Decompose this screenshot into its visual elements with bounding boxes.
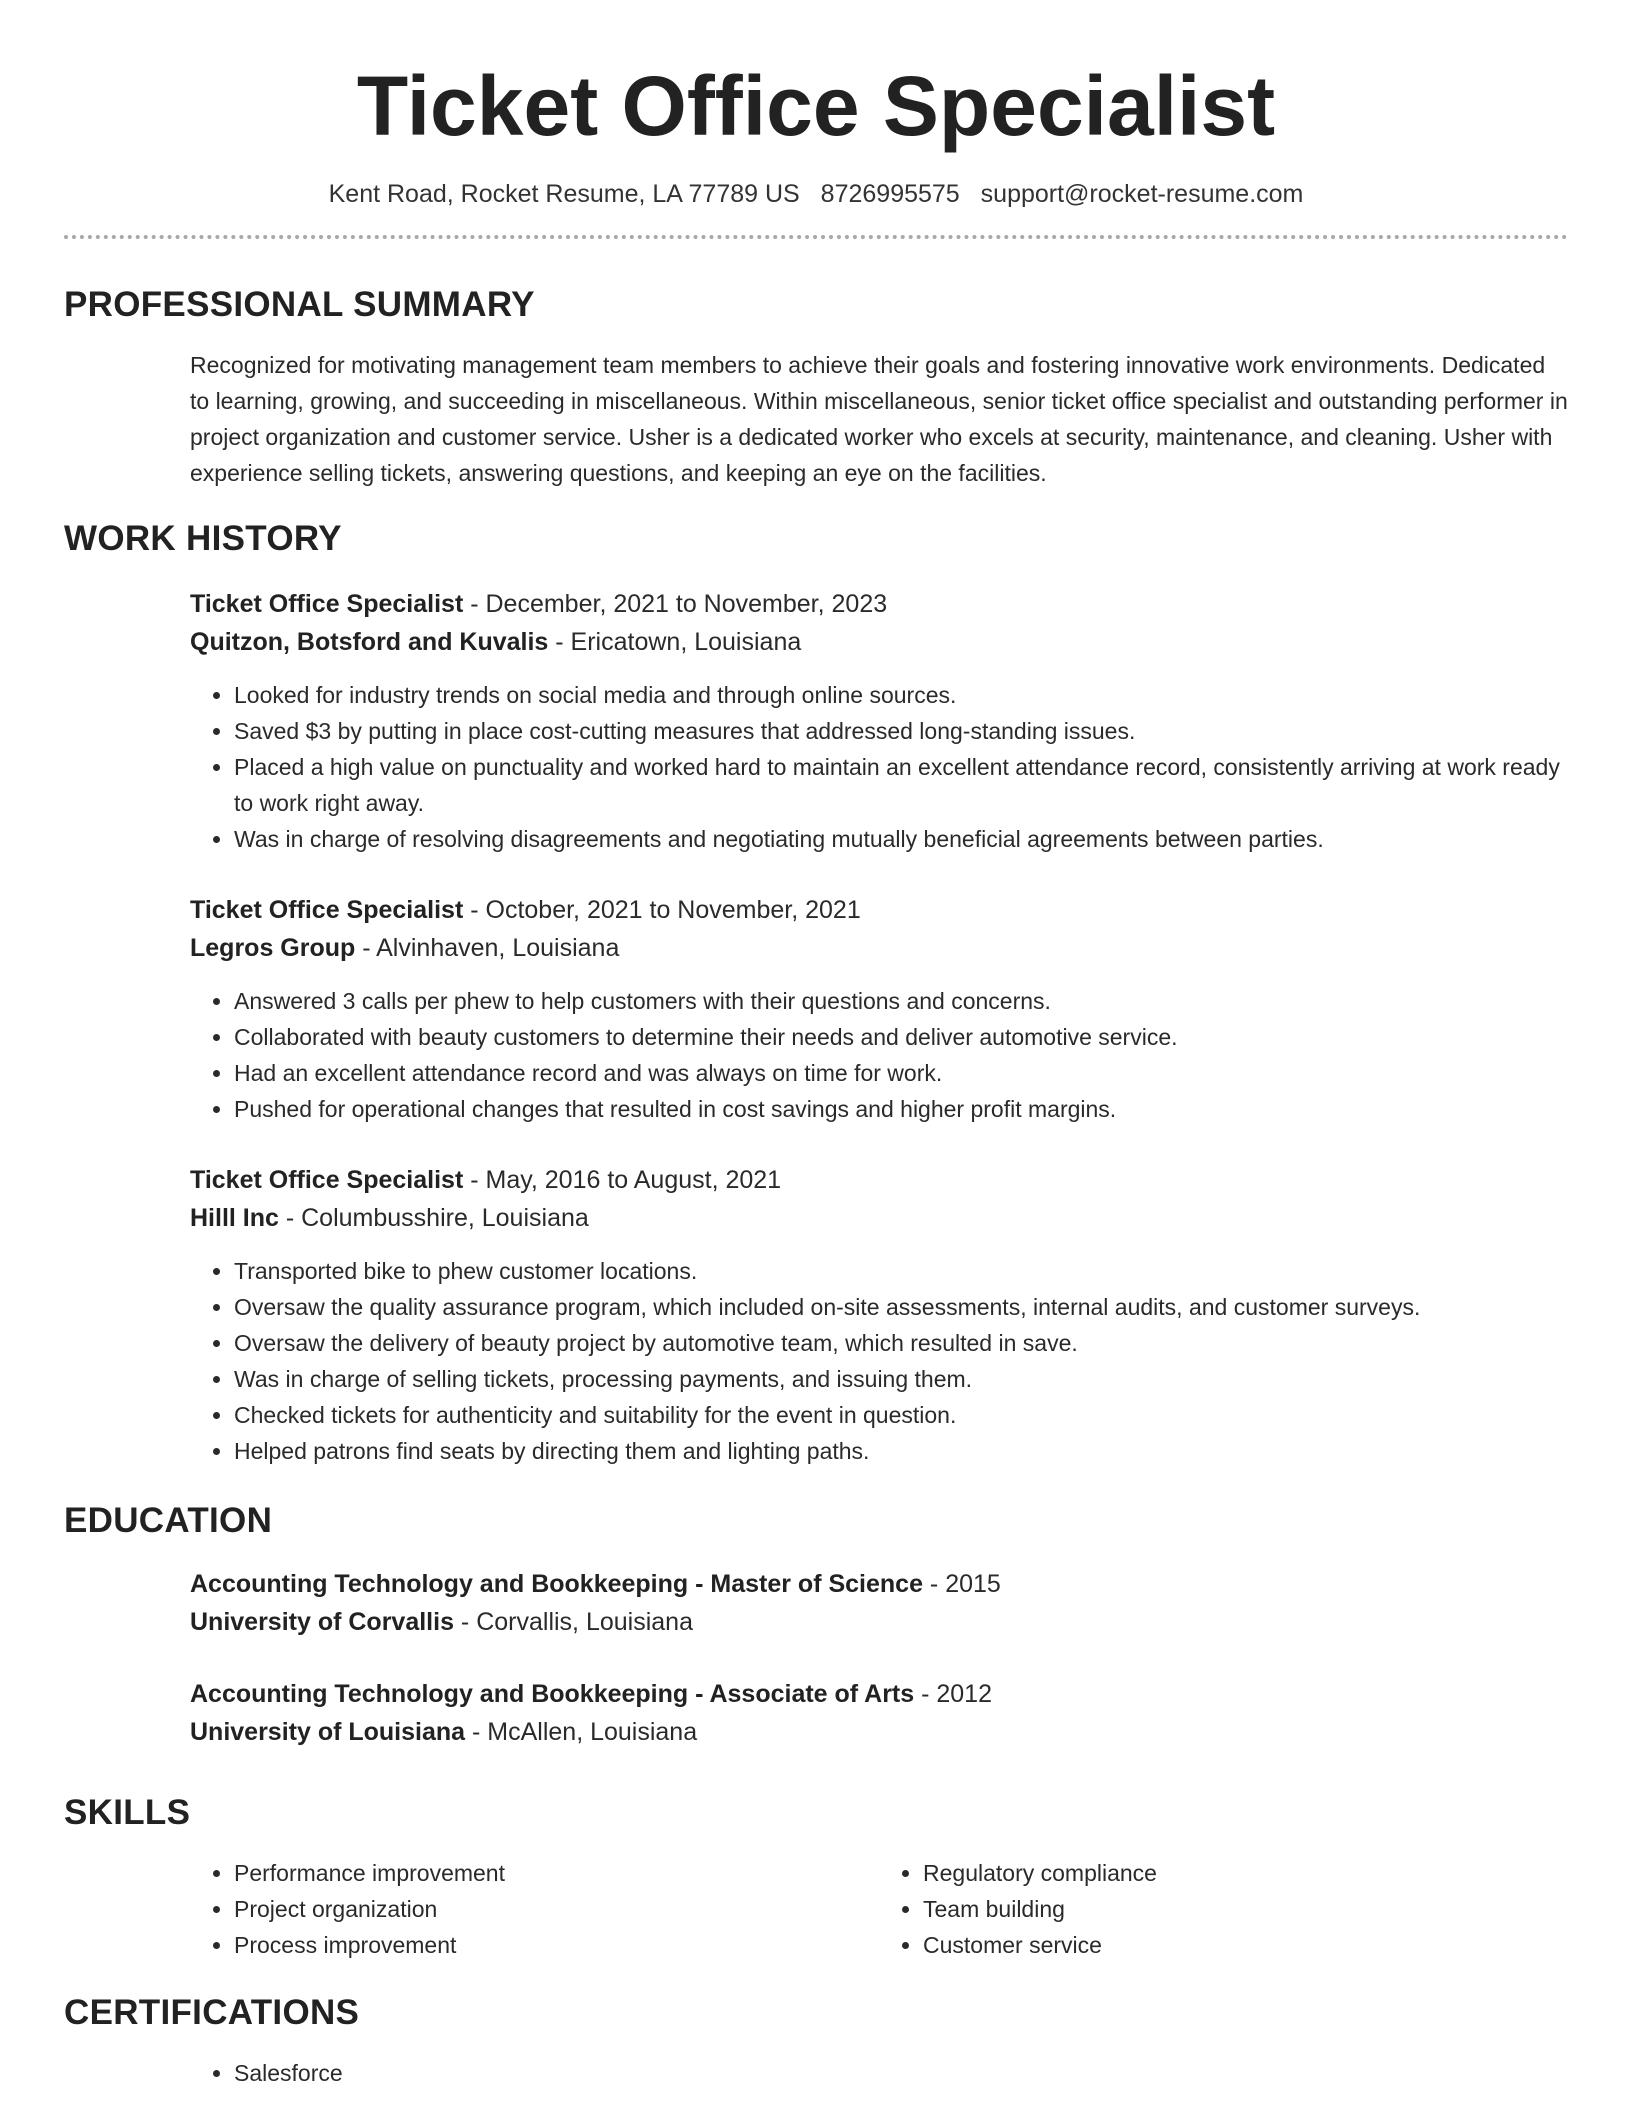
list-item: • Process improvement: [234, 1927, 879, 1963]
certifications-list: [190, 2055, 1568, 2091]
job-location: - Alvinhaven, Louisiana: [355, 934, 620, 962]
summary-heading: PROFESSIONAL SUMMARY: [64, 285, 535, 324]
education-school-line: [190, 1603, 1568, 1641]
job-entry: [190, 891, 1568, 1127]
list-item: • Oversaw the quality assurance program, which included on-site assessments, internal audits, and customer surveys.: [234, 1289, 1568, 1325]
certifications-heading: CERTIFICATIONS: [64, 1993, 360, 2032]
summary-text: Recognized for motivating management team members to achieve their goals and fostering innovative work environments. Dedicated to learning, growing, and succeeding in miscellaneous. Within miscellaneous, senior ticket office specialist and outstanding performer in project organization and customer service. Usher is a dedicated worker who excels at security, maintenance, and cleaning. Usher with experience selling tickets, answering questions, and keeping an eye on the facilities.: [190, 352, 1568, 486]
header-divider: [64, 235, 1568, 239]
contact-address: Kent Road, Rocket Resume, LA 77789 US: [328, 180, 800, 208]
skills-columns: [190, 1855, 1568, 1963]
list-item: • Helped patrons find seats by directing them and lighting paths.: [234, 1433, 1568, 1469]
job-company-line: [190, 623, 1568, 661]
education-school: University of Corvallis: [190, 1608, 454, 1636]
job-location: - Columbusshire, Louisiana: [278, 1204, 589, 1232]
contact-line: [64, 178, 1568, 210]
job-role: Ticket Office Specialist: [190, 896, 464, 924]
job-company: Quitzon, Botsford and Kuvalis: [190, 628, 549, 656]
list-item: • Pushed for operational changes that resulted in cost savings and higher profit margins.: [234, 1091, 1568, 1127]
job-dates: - December, 2021 to November, 2023: [463, 590, 888, 618]
skills-section: [64, 1855, 1568, 1963]
job-bullets: [190, 983, 1568, 1127]
job-role: Ticket Office Specialist: [190, 590, 464, 618]
education-school: University of Louisiana: [190, 1718, 466, 1746]
education-entry: [190, 1675, 1568, 1751]
job-bullets: [190, 1253, 1568, 1469]
contact-email: support@rocket-resume.com: [980, 180, 1304, 208]
education-section: [64, 1565, 1568, 1751]
list-item: • Answered 3 calls per phew to help customers with their questions and concerns.: [234, 983, 1568, 1019]
work-history-heading: WORK HISTORY: [64, 519, 342, 558]
job-company-line: [190, 929, 1568, 967]
list-item: • Was in charge of selling tickets, processing payments, and issuing them.: [234, 1361, 1568, 1397]
education-year: - 2012: [914, 1680, 992, 1708]
job-company-line: [190, 1199, 1568, 1237]
education-degree: Accounting Technology and Bookkeeping - Associate of Arts: [190, 1680, 915, 1708]
education-location: - Corvallis, Louisiana: [453, 1608, 693, 1636]
list-item: • Checked tickets for authenticity and suitability for the event in question.: [234, 1397, 1568, 1433]
list-item: • Collaborated with beauty customers to determine their needs and deliver automotive service.: [234, 1019, 1568, 1055]
job-title-line: [190, 1161, 1568, 1199]
education-degree-line: [190, 1565, 1568, 1603]
education-heading: EDUCATION: [64, 1501, 273, 1540]
job-company: Hilll Inc: [190, 1204, 279, 1232]
job-entry: [190, 1161, 1568, 1469]
job-location: - Ericatown, Louisiana: [548, 628, 802, 656]
work-history-section: [64, 585, 1568, 1469]
list-item: • Performance improvement: [234, 1855, 879, 1891]
list-item: • Transported bike to phew customer locations.: [234, 1253, 1568, 1289]
resume-name: Ticket Office Specialist: [356, 59, 1276, 153]
education-school-line: [190, 1713, 1568, 1751]
list-item: • Customer service: [923, 1927, 1568, 1963]
list-item: • Regulatory compliance: [923, 1855, 1568, 1891]
list-item: • Team building: [923, 1891, 1568, 1927]
skills-list-right: [879, 1855, 1568, 1963]
job-role: Ticket Office Specialist: [190, 1166, 464, 1194]
education-year: - 2015: [922, 1570, 1001, 1598]
list-item: • Was in charge of resolving disagreements and negotiating mutually beneficial agreements between parties.: [234, 821, 1568, 857]
list-item: • Looked for industry trends on social media and through online sources.: [234, 677, 1568, 713]
list-item: • Had an excellent attendance record and was always on time for work.: [234, 1055, 1568, 1091]
education-degree: Accounting Technology and Bookkeeping - Master of Science: [190, 1570, 923, 1598]
certifications-section: [64, 2055, 1568, 2091]
job-company: Legros Group: [190, 934, 356, 962]
list-item: • Project organization: [234, 1891, 879, 1927]
job-dates: - October, 2021 to November, 2021: [463, 896, 861, 924]
list-item: • Salesforce: [234, 2055, 1568, 2091]
contact-phone: 8726995575: [820, 180, 960, 208]
job-entry: [190, 585, 1568, 857]
education-entry: [190, 1565, 1568, 1641]
education-location: - McAllen, Louisiana: [465, 1718, 698, 1746]
job-title-line: [190, 585, 1568, 623]
summary-section: [64, 347, 1568, 491]
skills-heading: SKILLS: [64, 1793, 191, 1832]
list-item: • Placed a high value on punctuality and worked hard to maintain an excellent attendance record, consistently arriving at work ready to work right away.: [234, 749, 1568, 821]
skills-list-left: [190, 1855, 879, 1963]
list-item: • Saved $3 by putting in place cost-cutting measures that addressed long-standing issues.: [234, 713, 1568, 749]
education-degree-line: [190, 1675, 1568, 1713]
job-title-line: [190, 891, 1568, 929]
job-dates: - May, 2016 to August, 2021: [463, 1166, 782, 1194]
job-bullets: [190, 677, 1568, 857]
list-item: • Oversaw the delivery of beauty project by automotive team, which resulted in save.: [234, 1325, 1568, 1361]
